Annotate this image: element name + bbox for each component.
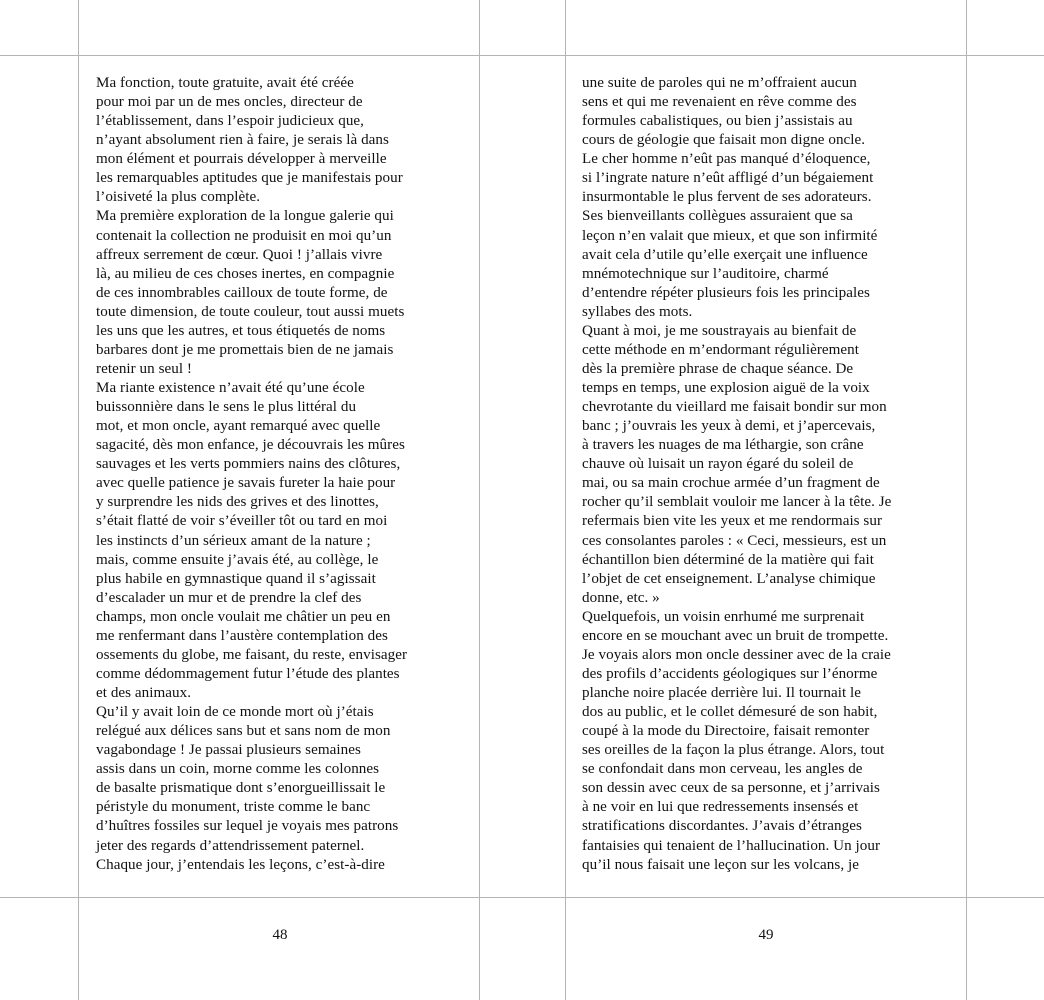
text-line: n’ayant absolument rien à faire, je serais là dans bbox=[96, 132, 389, 149]
text-line: cours de géologie que faisait mon digne oncle. bbox=[582, 132, 866, 149]
text-line: à travers les nuages de ma léthargie, son crâne bbox=[582, 437, 864, 454]
text-line: péristyle du monument, triste comme le banc bbox=[96, 799, 371, 816]
crop-line-left-outer bbox=[78, 0, 79, 1000]
text-line: mais, comme ensuite j’avais été, au collège, le bbox=[96, 551, 379, 568]
text-line: barbares dont je me promettais bien de ne jamais bbox=[96, 341, 394, 358]
text-line: fantaisies qui tenaient de l’hallucination. Un jour bbox=[582, 837, 881, 854]
crop-line-bottom bbox=[0, 897, 1044, 898]
crop-line-top bbox=[0, 55, 1044, 56]
text-line: les uns que les autres, et tous étiquetés de noms bbox=[96, 322, 386, 339]
left-page-text bbox=[96, 74, 407, 875]
text-line: et des animaux. bbox=[96, 685, 192, 701]
text-line: Ma riante existence n’avait été qu’une école bbox=[96, 380, 365, 396]
text-line: Je voyais alors mon oncle dessiner avec de la craie bbox=[582, 646, 891, 663]
text-line: les instincts d’un sérieux amant de la nature ; bbox=[96, 532, 371, 549]
text-line: ces consolantes paroles : « Ceci, messieurs, est un bbox=[582, 532, 887, 549]
text-line: ossements du globe, me faisant, du reste, envisager bbox=[96, 646, 408, 663]
text-line: sauvages et les verts pommiers nains des clôtures, bbox=[96, 456, 401, 473]
text-line: d’escalader un mur et de prendre la clef des bbox=[96, 589, 362, 606]
text-line: se confondait dans mon cerveau, les angles de bbox=[582, 761, 863, 778]
text-line: temps en temps, une explosion aiguë de la voix bbox=[582, 380, 870, 396]
text-line: Quant à moi, je me soustrayais au bienfait de bbox=[582, 322, 857, 339]
text-line: dès la première phrase de chaque séance. De bbox=[582, 360, 854, 377]
text-line: si l’ingrate nature n’eût affligé d’un bégaiement bbox=[582, 170, 874, 187]
text-line: des profils d’accidents géologiques sur l’énorme bbox=[582, 665, 878, 682]
text-line: retenir un seul ! bbox=[96, 360, 192, 377]
text-line: donne, etc. » bbox=[582, 589, 660, 606]
text-line: l’établissement, dans l’espoir judicieux que, bbox=[96, 113, 364, 130]
crop-line-left-inner bbox=[479, 0, 480, 1000]
text-line: l’oisiveté la plus complète. bbox=[96, 189, 261, 206]
text-line: contenait la collection ne produisit en moi qu’un bbox=[96, 227, 392, 244]
text-line: à ne voir en lui que redressements insensés et bbox=[582, 799, 859, 816]
text-line: Ma fonction, toute gratuite, avait été créée bbox=[96, 75, 354, 91]
text-line: affreux serrement de cœur. Quoi ! j’allais vivre bbox=[96, 246, 383, 263]
left-page-number: 48 bbox=[272, 927, 288, 943]
text-line: mon élément et pourrais développer à merveille bbox=[96, 151, 387, 168]
text-line: avec quelle patience je savais fureter la haie pour bbox=[96, 475, 396, 492]
text-line: les remarquables aptitudes que je manifestais pour bbox=[96, 170, 403, 187]
text-line: leçon n’en valait que mieux, et que son infirmité bbox=[582, 227, 878, 244]
text-line: buissonnière dans le sens le plus littéral du bbox=[96, 399, 357, 416]
right-page-text bbox=[582, 74, 891, 875]
text-line: Quelquefois, un voisin enrhumé me surprenait bbox=[582, 608, 865, 625]
text-line: l’objet de cet enseignement. L’analyse chimique bbox=[582, 570, 876, 587]
crop-line-right-inner bbox=[565, 0, 566, 1000]
text-line: coupé à la mode du Directoire, faisait remonter bbox=[582, 723, 870, 740]
text-line: me renfermant dans l’austère contemplation des bbox=[96, 627, 388, 644]
text-line: stratifications discordantes. J’avais d’étranges bbox=[582, 818, 862, 835]
text-line: comme dédommagement futur l’étude des plantes bbox=[96, 665, 400, 682]
text-line: d’huîtres fossiles sur lequel je voyais mes patrons bbox=[96, 818, 399, 835]
text-line: dos au public, et le collet démesuré de son habit, bbox=[582, 704, 878, 721]
text-line: s’était flatté de voir s’éveiller tôt ou tard en moi bbox=[96, 513, 388, 530]
text-line: refermais bien vite les yeux et me rendormais sur bbox=[582, 513, 883, 530]
text-line: cette méthode en m’endormant régulièrement bbox=[582, 341, 860, 358]
text-line: vagabondage ! Je passai plusieurs semaines bbox=[96, 742, 361, 759]
text-line: mnémotechnique sur l’auditoire, charmé bbox=[582, 265, 829, 282]
text-line: d’entendre répéter plusieurs fois les principales bbox=[582, 284, 870, 301]
text-line: chauve où luisait un rayon égaré du soleil de bbox=[582, 456, 854, 473]
text-line: Chaque jour, j’entendais les leçons, c’est-à-dire bbox=[96, 856, 385, 873]
text-line: jeter des regards d’attendrissement paternel. bbox=[96, 837, 365, 854]
text-line: syllabes des mots. bbox=[582, 303, 693, 320]
text-line: là, au milieu de ces choses inertes, en compagnie bbox=[96, 265, 395, 282]
text-line: mai, ou sa main crochue armée d’un fragment de bbox=[582, 475, 880, 492]
text-line: ses oreilles de la façon la plus étrange. Alors, tout bbox=[582, 742, 885, 759]
text-line: toute dimension, de toute couleur, tout aussi muets bbox=[96, 303, 405, 320]
text-line: une suite de paroles qui ne m’offraient aucun bbox=[582, 75, 857, 91]
text-line: formules cabalistiques, ou bien j’assistais au bbox=[582, 113, 853, 130]
text-line: champs, mon oncle voulait me châtier un peu en bbox=[96, 608, 391, 625]
text-line: son dessin avec ceux de sa personne, et j’arrivais bbox=[582, 780, 880, 797]
text-line: rocher qu’il semblait vouloir me lancer à la tête. Je bbox=[582, 494, 892, 511]
text-line: mot, et mon oncle, ayant remarqué avec quelle bbox=[96, 418, 381, 435]
text-line: de basalte prismatique dont s’enorgueillissait le bbox=[96, 780, 386, 797]
right-page-number: 49 bbox=[758, 927, 774, 943]
text-line: relégué aux délices sans but et sans nom de mon bbox=[96, 723, 391, 740]
text-line: sens et qui me revenaient en rêve comme des bbox=[582, 94, 857, 111]
text-line: Ses bienveillants collègues assuraient que sa bbox=[582, 208, 853, 225]
text-line: qu’il nous faisait une leçon sur les volcans, je bbox=[582, 856, 859, 873]
text-line: y surprendre les nids des grives et des linottes, bbox=[96, 494, 379, 511]
text-line: encore en se mouchant avec un bruit de trompette. bbox=[582, 627, 889, 644]
text-line: sagacité, dès mon enfance, je découvrais les mûres bbox=[96, 437, 405, 454]
text-line: Qu’il y avait loin de ce monde mort où j’étais bbox=[96, 704, 374, 721]
text-line: banc ; j’ouvrais les yeux à demi, et j’apercevais, bbox=[582, 418, 876, 435]
text-line: avait cela d’utile qu’elle exerçait une influence bbox=[582, 246, 868, 263]
text-line: assis dans un coin, morne comme les colonnes bbox=[96, 761, 380, 778]
text-line: échantillon bien déterminé de la matière qui fait bbox=[582, 551, 875, 568]
text-line: insurmontable le plus fervent de ses adorateurs. bbox=[582, 189, 872, 206]
text-line: Ma première exploration de la longue galerie qui bbox=[96, 208, 394, 225]
crop-line-right-outer bbox=[966, 0, 967, 1000]
text-line: chevrotante du vieillard me faisait bondir sur mon bbox=[582, 399, 887, 416]
text-line: Le cher homme n’eût pas manqué d’éloquence, bbox=[582, 151, 871, 168]
text-line: de ces innombrables cailloux de toute forme, de bbox=[96, 284, 388, 301]
text-line: plus habile en gymnastique quand il s’agissait bbox=[96, 570, 376, 587]
text-line: pour moi par un de mes oncles, directeur de bbox=[96, 94, 363, 111]
text-line: planche noire placée derrière lui. Il tournait le bbox=[582, 685, 862, 701]
